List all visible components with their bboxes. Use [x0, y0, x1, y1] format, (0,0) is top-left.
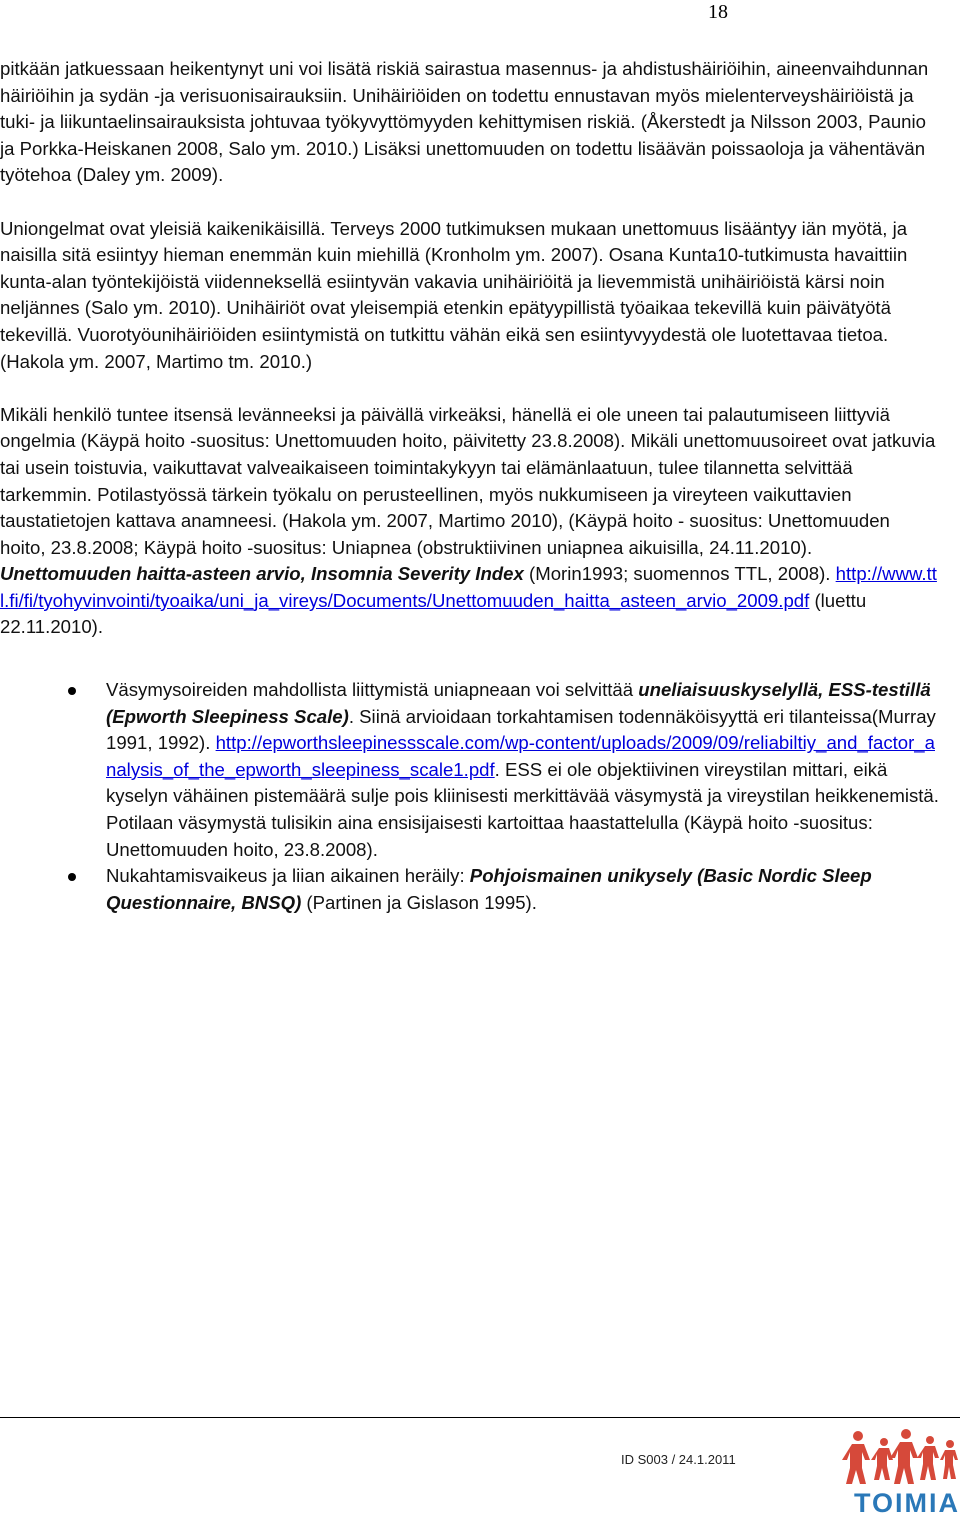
bullet-icon — [68, 873, 76, 881]
bnsq-title: Pohjoismainen unikysely (Basic Nordic Sleep Questionnaire, BNSQ) — [106, 865, 872, 913]
bullet-icon — [68, 687, 76, 695]
bullet-item-ess — [106, 677, 940, 863]
bullet-item-bnsq — [106, 863, 940, 916]
document-id: ID S003 / 24.1.2011 — [621, 1452, 736, 1467]
page-number: 18 — [708, 1, 728, 23]
paragraph-1 — [0, 56, 940, 189]
footer-divider — [0, 1417, 960, 1418]
paragraph-2-text: Uniongelmat ovat yleisiä kaikenikäisillä. Terveys 2000 tutkimuksen mukaan unettomuus lisääntyy iän myötä, ja naisilla sitä esiintyy hieman enemmän kuin miehillä (Kronholm ym. 2007). Osana Kunta10-tutkimusta havaittiin kunta-alan työntekijöistä viidenneksellä esiintyvän vakavia unihäiriöitä ja lievemmistä unihäiriöistä kärsi noin neljännes (Salo ym. 2010). Unihäiriöt ovat yleisempiä etenkin epätyypillistä työaikaa tekevillä kuin päivätyötä tekevillä. Vuorotyöunihäiriöiden esiintymistä on tutkittu vähän eikä sen esiintyvyydestä ole luotettavaa tietoa. (Hakola ym. 2007, Martimo tm. 2010.) — [0, 217, 908, 372]
bullet-ess-text: Väsymysoireiden mahdollista liittymistä uniapneaan voi selvittää — [106, 679, 639, 701]
bullet-ess-text-2: . Siinä arvioidaan torkahtamisen todennäköisyyttä eri tilanteissa(Murray 1991, 1992). — [106, 705, 936, 754]
paragraph-3-text-2: (Morin1993; suomennos TTL, 2008). — [523, 563, 836, 585]
ttl-link[interactable]: http://www.ttl.fi/fi/tyohyvinvointi/tyoaika/uni_ja_vireys/Documents/Unettomuuden_haitta_asteen_arvio_2009.pdf — [0, 563, 937, 611]
document-body — [0, 56, 940, 916]
paragraph-2 — [0, 216, 940, 376]
isi-title: Unettomuuden haitta-asteen arvio, Insomnia Severity Index — [0, 563, 524, 585]
paragraph-1-text: pitkään jatkuessaan heikentynyt uni voi lisätä riskiä sairastua masennus- ja ahdistushäiriöihin, aineenvaihdunnan häiriöihin ja sydän -ja verisuonisairauksiin. Unihäiriöiden on todettu ennustavan myös mielenterveyshäiriöistä ja tuki- ja liikuntaelinsairauksista johtuvaa työkyvyttömyyden kehittymisen riskiä. (Åkerstedt ja Nilsson 2003, Paunio ja Porkka-Heiskanen 2008, Salo ym. 2010.) Lisäksi unettomuuden on todettu lisäävän poissaoloja ja vähentävän työtehoa (Daley ym. 2009). — [0, 58, 929, 186]
logo-text: TOIMIA — [854, 1488, 960, 1518]
paragraph-3-text: Mikäli henkilö tuntee itsensä levänneeksi ja päivällä virkeäksi, hänellä ei ole uneen tai palautumiseen liittyviä ongelmia (Käypä hoito -suositus: Unettomuuden hoito, päivitetty 23.8.2008). Mikäli unettomuusoireet ovat jatkuvia tai usein toistuvia, vaikuttavat valveaikaiseen toimintakykyyn tai elämänlaatuun, tulee tilannetta selvittää tarkemmin. Potilastyössä tärkein työkalu on perusteellinen, myös nukkumiseen ja vireyteen vaikuttavien taustatietojen kattava anamneesi. (Hakola ym. 2007, Martimo 2010), (Käypä hoito - suositus: Unettomuuden hoito, 23.8.2008; Käypä hoito -suositus: Uniapnea (obstruktiivinen uniapnea aikuisilla, 24.11.2010). — [0, 403, 936, 558]
bullet-bnsq-text-2: (Partinen ja Gislason 1995). — [301, 891, 537, 913]
bullet-ess-text-3: . ESS ei ole objektiivinen vireystilan mittari, eikä kyselyn vähäinen pistemäärä sulje pois kliinisesti merkittävää väsymystä ja vireystilan heikkenemistä. Potilaan väsymystä tulisikin aina ensisijaisesti kartoittaa haastattelulla (Käypä hoito -suositus: Unettomuuden hoito, 23.8.2008). — [106, 758, 939, 860]
bullet-bnsq-text: Nukahtamisvaikeus ja liian aikainen heräily: — [106, 865, 470, 887]
toimia-logo — [832, 1428, 960, 1521]
paragraph-3 — [0, 402, 940, 641]
bullet-list — [0, 677, 940, 916]
ess-title: uneliaisuuskyselyllä, ESS-testillä (Epworth Sleepiness Scale) — [106, 679, 931, 727]
paragraph-3-text-3: (luettu 22.11.2010). — [0, 589, 867, 638]
epworth-link[interactable]: http://epworthsleepinessscale.com/wp-content/uploads/2009/09/reliabiltiy_and_factor_analysis_of_the_epworth_sleepiness_scale1.pdf — [106, 732, 935, 780]
people-figures-icon — [832, 1428, 960, 1490]
